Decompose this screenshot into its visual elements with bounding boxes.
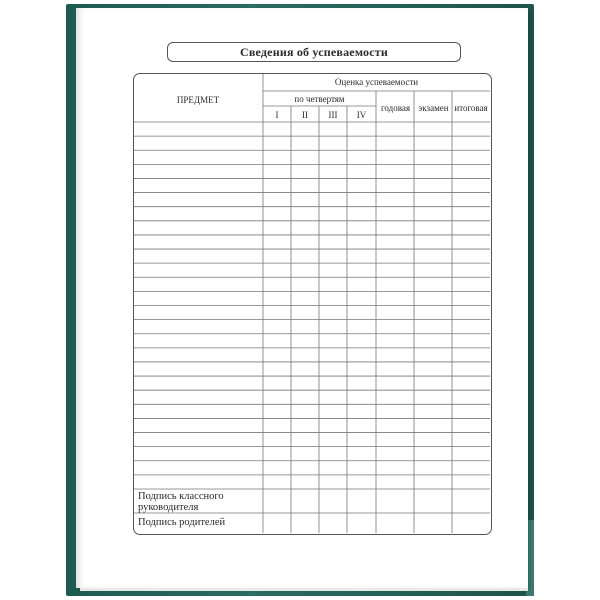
quarter-3-header: III <box>328 110 338 120</box>
quarter-4-header: IV <box>356 110 367 120</box>
grade-header: Оценка успеваемости <box>334 77 419 87</box>
annual-header: годовая <box>380 103 411 113</box>
quarters-header: по четвертям <box>294 94 345 104</box>
final-header: итоговая <box>454 103 488 113</box>
teacher-signature-line1: Подпись классного <box>138 491 224 502</box>
teacher-signature-line2: руководителя <box>138 502 199 513</box>
quarter-1-header: I <box>275 110 279 120</box>
parent-signature-label: Подпись родителей <box>138 517 226 528</box>
subject-header: ПРЕДМЕТ <box>176 95 220 105</box>
teacher-signature-label <box>138 491 224 513</box>
exam-header: экзамен <box>418 103 449 113</box>
quarter-2-header: II <box>302 110 308 120</box>
page-title: Сведения об успеваемости <box>167 42 461 62</box>
